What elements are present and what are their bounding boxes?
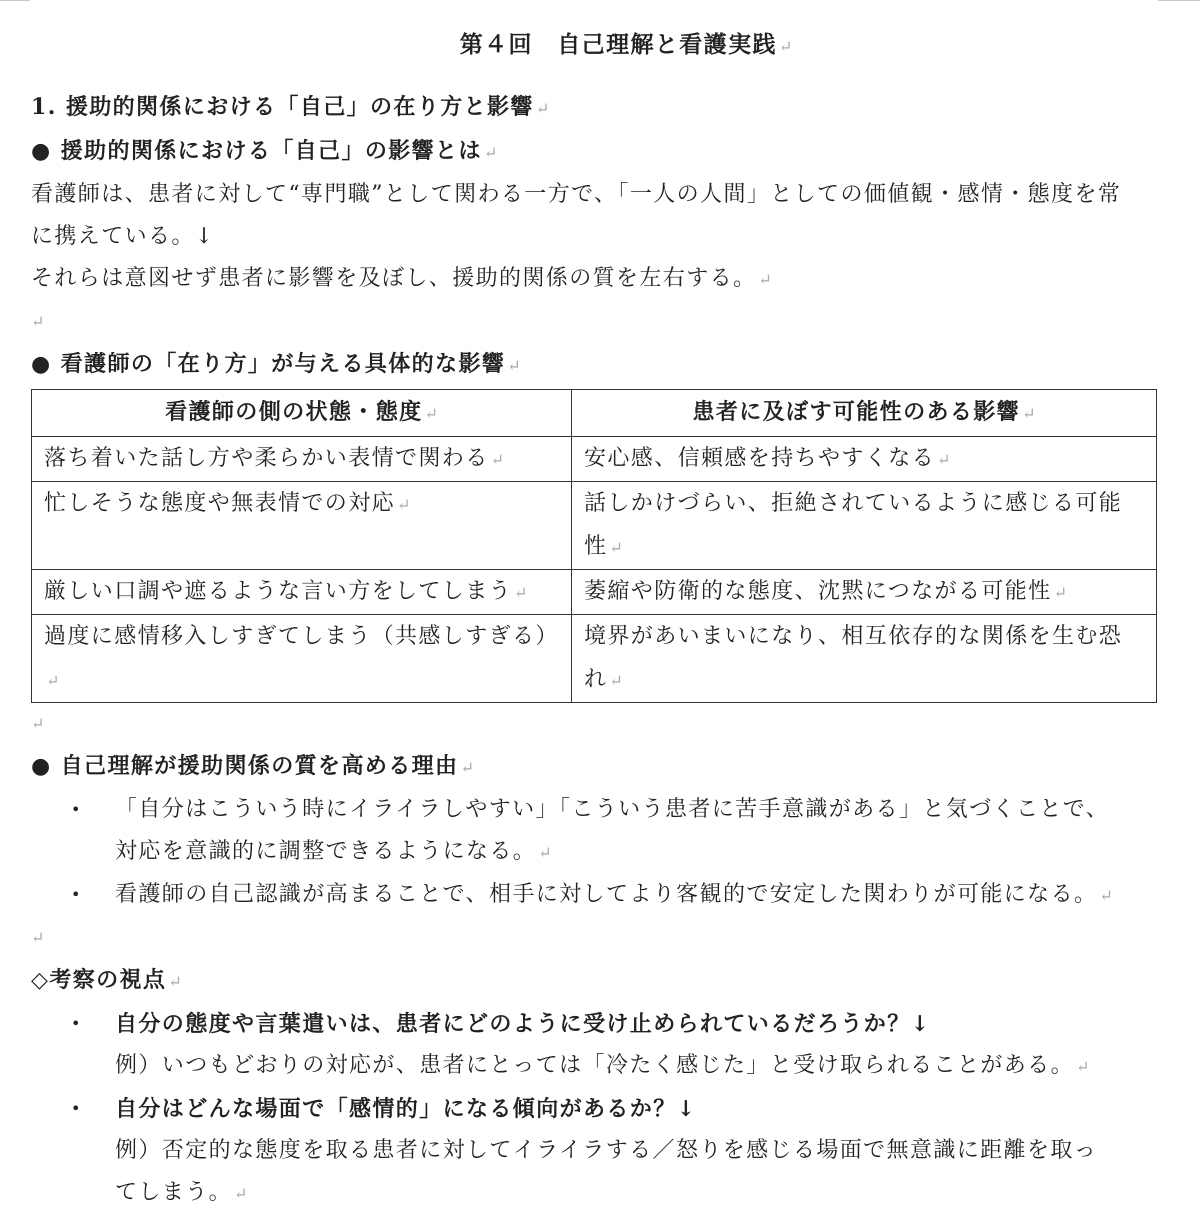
bullet-icon: • [71,1099,82,1118]
table-row [32,570,1157,615]
table-cell-state: 厳しい口調や遮るような言い方をしてしまう ↵ [32,570,572,615]
viewpoint-2-question: 自分はどんな場面で「感情的」になる傾向があるか？↓ [115,1096,697,1122]
paragraph-1-line-2: に携えている。↓ [31,224,215,249]
reason-1-line-1: 「自分はこういう時にイライラしやすい」「こういう患者に苦手意識がある」と気づくことで、 [115,797,1110,822]
viewpoint-1-question: 自分の態度や言葉遣いは、患者にどのように受け止められているだろうか？↓ [115,1011,931,1037]
table-row [32,437,1157,482]
table-cell-effect: 安心感、信頼感を持ちやすくなる ↵ [572,437,1157,482]
subheading-viewpoints: ◇考察の視点 ↵ [31,967,182,993]
page-corner-right [1158,0,1200,1]
viewpoint-2-example-line-2: てしまう。 ↵ [115,1180,248,1205]
influence-table [31,389,1157,703]
paragraph-2: それらは意図せず患者に影響を及ぼし、援助的関係の質を左右する。 ↵ [31,266,772,291]
subheading-concrete-influence: ● 看護師の「在り方」が与える具体的な影響 ↵ [31,351,521,377]
empty-paragraph: ↵ [31,714,45,733]
document-page [31,22,1161,1215]
bullet-icon: • [71,800,82,819]
list-item [31,874,1161,917]
empty-paragraph: ↵ [31,928,45,947]
empty-paragraph: ↵ [31,312,45,331]
table-header-row [32,390,1157,437]
bullet-icon: • [71,885,82,904]
list-item [31,789,1161,874]
viewpoint-2-example-line-1: 例）否定的な態度を取る患者に対してイライラする／怒りを感じる場面で無意識に距離を取っ [115,1138,1098,1163]
table-row [32,615,1157,703]
section-heading-1: 1. 援助的関係における「自己」の在り方と影響 ↵ [31,94,550,120]
table-cell-effect: 話しかけづらい、拒絶されているように感じる可能性 ↵ [572,482,1157,570]
viewpoint-1-example: 例）いつもどおりの対応が、患者にとっては「冷たく感じた」と受け取られることがある。 ↵ [115,1053,1090,1078]
table-cell-effect: 境界があいまいになり、相互依存的な関係を生む恐れ ↵ [572,615,1157,703]
table-cell-state: 忙しそうな態度や無表情での対応 ↵ [32,482,572,570]
bullet-icon: • [71,1014,82,1033]
table-cell-state: 過度に感情移入しすぎてしまう（共感しすぎる）↵ [32,615,572,703]
table-header-nurse-state: 看護師の側の状態・態度 ↵ [32,390,572,437]
paragraph-1-line-1: 看護師は、患者に対して“専門職”として関わる一方で、「一人の人間」としての価値観・感情・態度を常 [31,182,1122,207]
list-item [31,1003,1161,1088]
reason-1-line-2: 対応を意識的に調整できるようになる。 ↵ [115,839,552,864]
subheading-reasons: ● 自己理解が援助関係の質を高める理由 ↵ [31,753,474,779]
list-item [31,1088,1161,1215]
page-title: 第４回 自己理解と看護実践 ↵ [459,31,793,58]
table-cell-state: 落ち着いた話し方や柔らかい表情で関わる ↵ [32,437,572,482]
table-cell-effect: 萎縮や防衛的な態度、沈黙につながる可能性 ↵ [572,570,1157,615]
subheading-influence: ● 援助的関係における「自己」の影響とは ↵ [31,138,498,164]
table-row [32,482,1157,570]
reason-2-line-1: 看護師の自己認識が高まることで、相手に対してより客観的で安定した関わりが可能になる。 ↵ [115,882,1113,907]
table-header-patient-effect: 患者に及ぼす可能性のある影響 ↵ [572,390,1157,437]
page-corner-left [0,0,30,1]
